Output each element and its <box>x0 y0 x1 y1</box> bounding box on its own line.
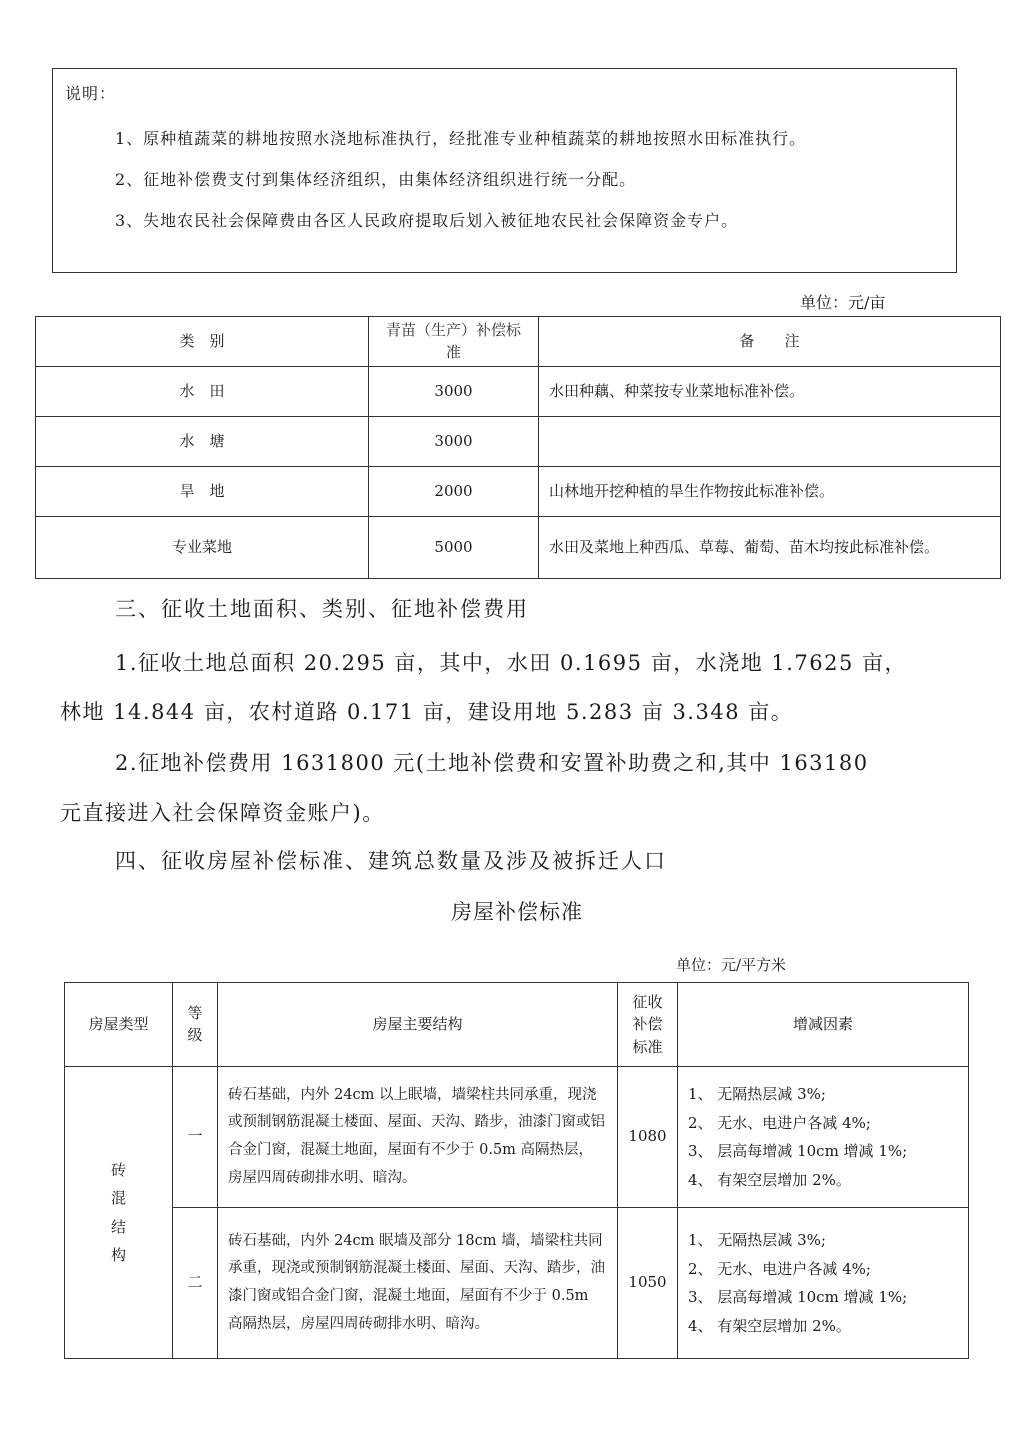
cell-standard: 5000 <box>369 517 539 579</box>
header-type: 类 别 <box>36 317 369 367</box>
cell-type: 水 塘 <box>36 417 369 467</box>
header-structure: 房屋主要结构 <box>218 983 618 1067</box>
paragraph-line: 元直接进入社会保障资金账户)。 <box>60 801 385 825</box>
cell-standard: 3000 <box>369 417 539 467</box>
header-grade: 等级 <box>173 983 218 1067</box>
cell-remark: 山林地开挖种植的旱生作物按此标准补偿。 <box>539 467 1001 517</box>
crop-table-unit: 单位：元/亩 <box>800 293 886 312</box>
header-remark: 备 注 <box>539 317 1001 367</box>
table-row <box>36 367 1001 417</box>
house-table-title: 房屋补偿标准 <box>451 900 583 924</box>
crop-compensation-table <box>35 316 1001 579</box>
notes-box <box>52 68 957 273</box>
header-factors: 增减因素 <box>678 983 969 1067</box>
cell-standard: 1050 <box>618 1208 678 1359</box>
cell-structure: 砖石基础，内外 24cm 眠墙及部分 18cm 墙，墙梁柱共同承重，现浇或预制钢筋混凝土楼面、屋面、天沟、踏步，油漆门窗或铝合金门窗，混凝土地面，屋面有不少于 0.5m 高隔热层，房屋四周砖砌排水明、暗沟。 <box>218 1208 618 1359</box>
note-item: 2、征地补偿费支付到集体经济组织，由集体经济组织进行统一分配。 <box>115 170 637 189</box>
cell-standard: 3000 <box>369 367 539 417</box>
table-row <box>36 467 1001 517</box>
factor-item: 1、 无隔热层减 3%; <box>688 1231 826 1249</box>
factor-item: 1、 无隔热层减 3%; <box>688 1085 826 1103</box>
table-header-row <box>65 983 969 1067</box>
cell-structure: 砖石基础，内外 24cm 以上眠墙，墙梁柱共同承重，现浇或预制钢筋混凝土楼面、屋面、天沟、踏步，油漆门窗或铝合金门窗，混凝土地面，屋面有不少于 0.5m 高隔热层，房屋四周砖砌排水明、暗沟。 <box>218 1067 618 1208</box>
table-row <box>65 1208 969 1359</box>
cell-house-type: 砖混结构 <box>65 1067 173 1359</box>
cell-type: 专业菜地 <box>36 517 369 579</box>
house-table-unit: 单位：元/平方米 <box>676 956 787 974</box>
table-row <box>36 417 1001 467</box>
factor-item: 3、 层高每增减 10cm 增减 1%; <box>688 1288 908 1306</box>
cell-standard: 2000 <box>369 467 539 517</box>
factor-item: 3、 层高每增减 10cm 增减 1%; <box>688 1142 908 1160</box>
cell-remark <box>539 417 1001 467</box>
cell-remark: 水田种藕、种菜按专业菜地标准补偿。 <box>539 367 1001 417</box>
cell-type: 旱 地 <box>36 467 369 517</box>
header-standard: 征收补偿标准 <box>618 983 678 1067</box>
note-item: 3、失地农民社会保障费由各区人民政府提取后划入被征地农民社会保障资金专户。 <box>115 211 739 230</box>
notes-title: 说明： <box>65 84 117 103</box>
table-row <box>65 1067 969 1208</box>
cell-standard: 1080 <box>618 1067 678 1208</box>
cell-remark: 水田及菜地上种西瓜、草莓、葡萄、苗木均按此标准补偿。 <box>539 517 1001 579</box>
note-item: 1、原种植蔬菜的耕地按照水浇地标准执行，经批准专业种植蔬菜的耕地按照水田标准执行。 <box>115 129 807 148</box>
cell-grade: 一 <box>173 1067 218 1208</box>
header-standard: 青苗（生产）补偿标准 <box>369 317 539 367</box>
paragraph-line: 2.征地补偿费用 1631800 元(土地补偿费和安置补助费之和,其中 163180 <box>115 751 869 775</box>
table-row <box>36 517 1001 579</box>
cell-grade: 二 <box>173 1208 218 1359</box>
factor-item: 4、 有架空层增加 2%。 <box>688 1316 851 1335</box>
section3-heading: 三、征收土地面积、类别、征地补偿费用 <box>115 597 529 621</box>
paragraph-line: 林地 14.844 亩，农村道路 0.171 亩，建设用地 5.283 亩 3.348 亩。 <box>60 700 794 724</box>
house-compensation-table <box>64 982 969 1359</box>
cell-factors <box>678 1067 969 1208</box>
cell-type: 水 田 <box>36 367 369 417</box>
section4-heading: 四、征收房屋补偿标准、建筑总数量及涉及被拆迁人口 <box>115 849 667 873</box>
factor-item: 2、 无水、电进户各减 4%; <box>688 1113 871 1132</box>
paragraph-line: 1.征收土地总面积 20.295 亩，其中，水田 0.1695 亩，水浇地 1.7625 亩， <box>115 651 908 675</box>
cell-factors <box>678 1208 969 1359</box>
factor-item: 4、 有架空层增加 2%。 <box>688 1170 851 1189</box>
header-house-type: 房屋类型 <box>65 983 173 1067</box>
factor-item: 2、 无水、电进户各减 4%; <box>688 1259 871 1278</box>
table-header-row <box>36 317 1001 367</box>
